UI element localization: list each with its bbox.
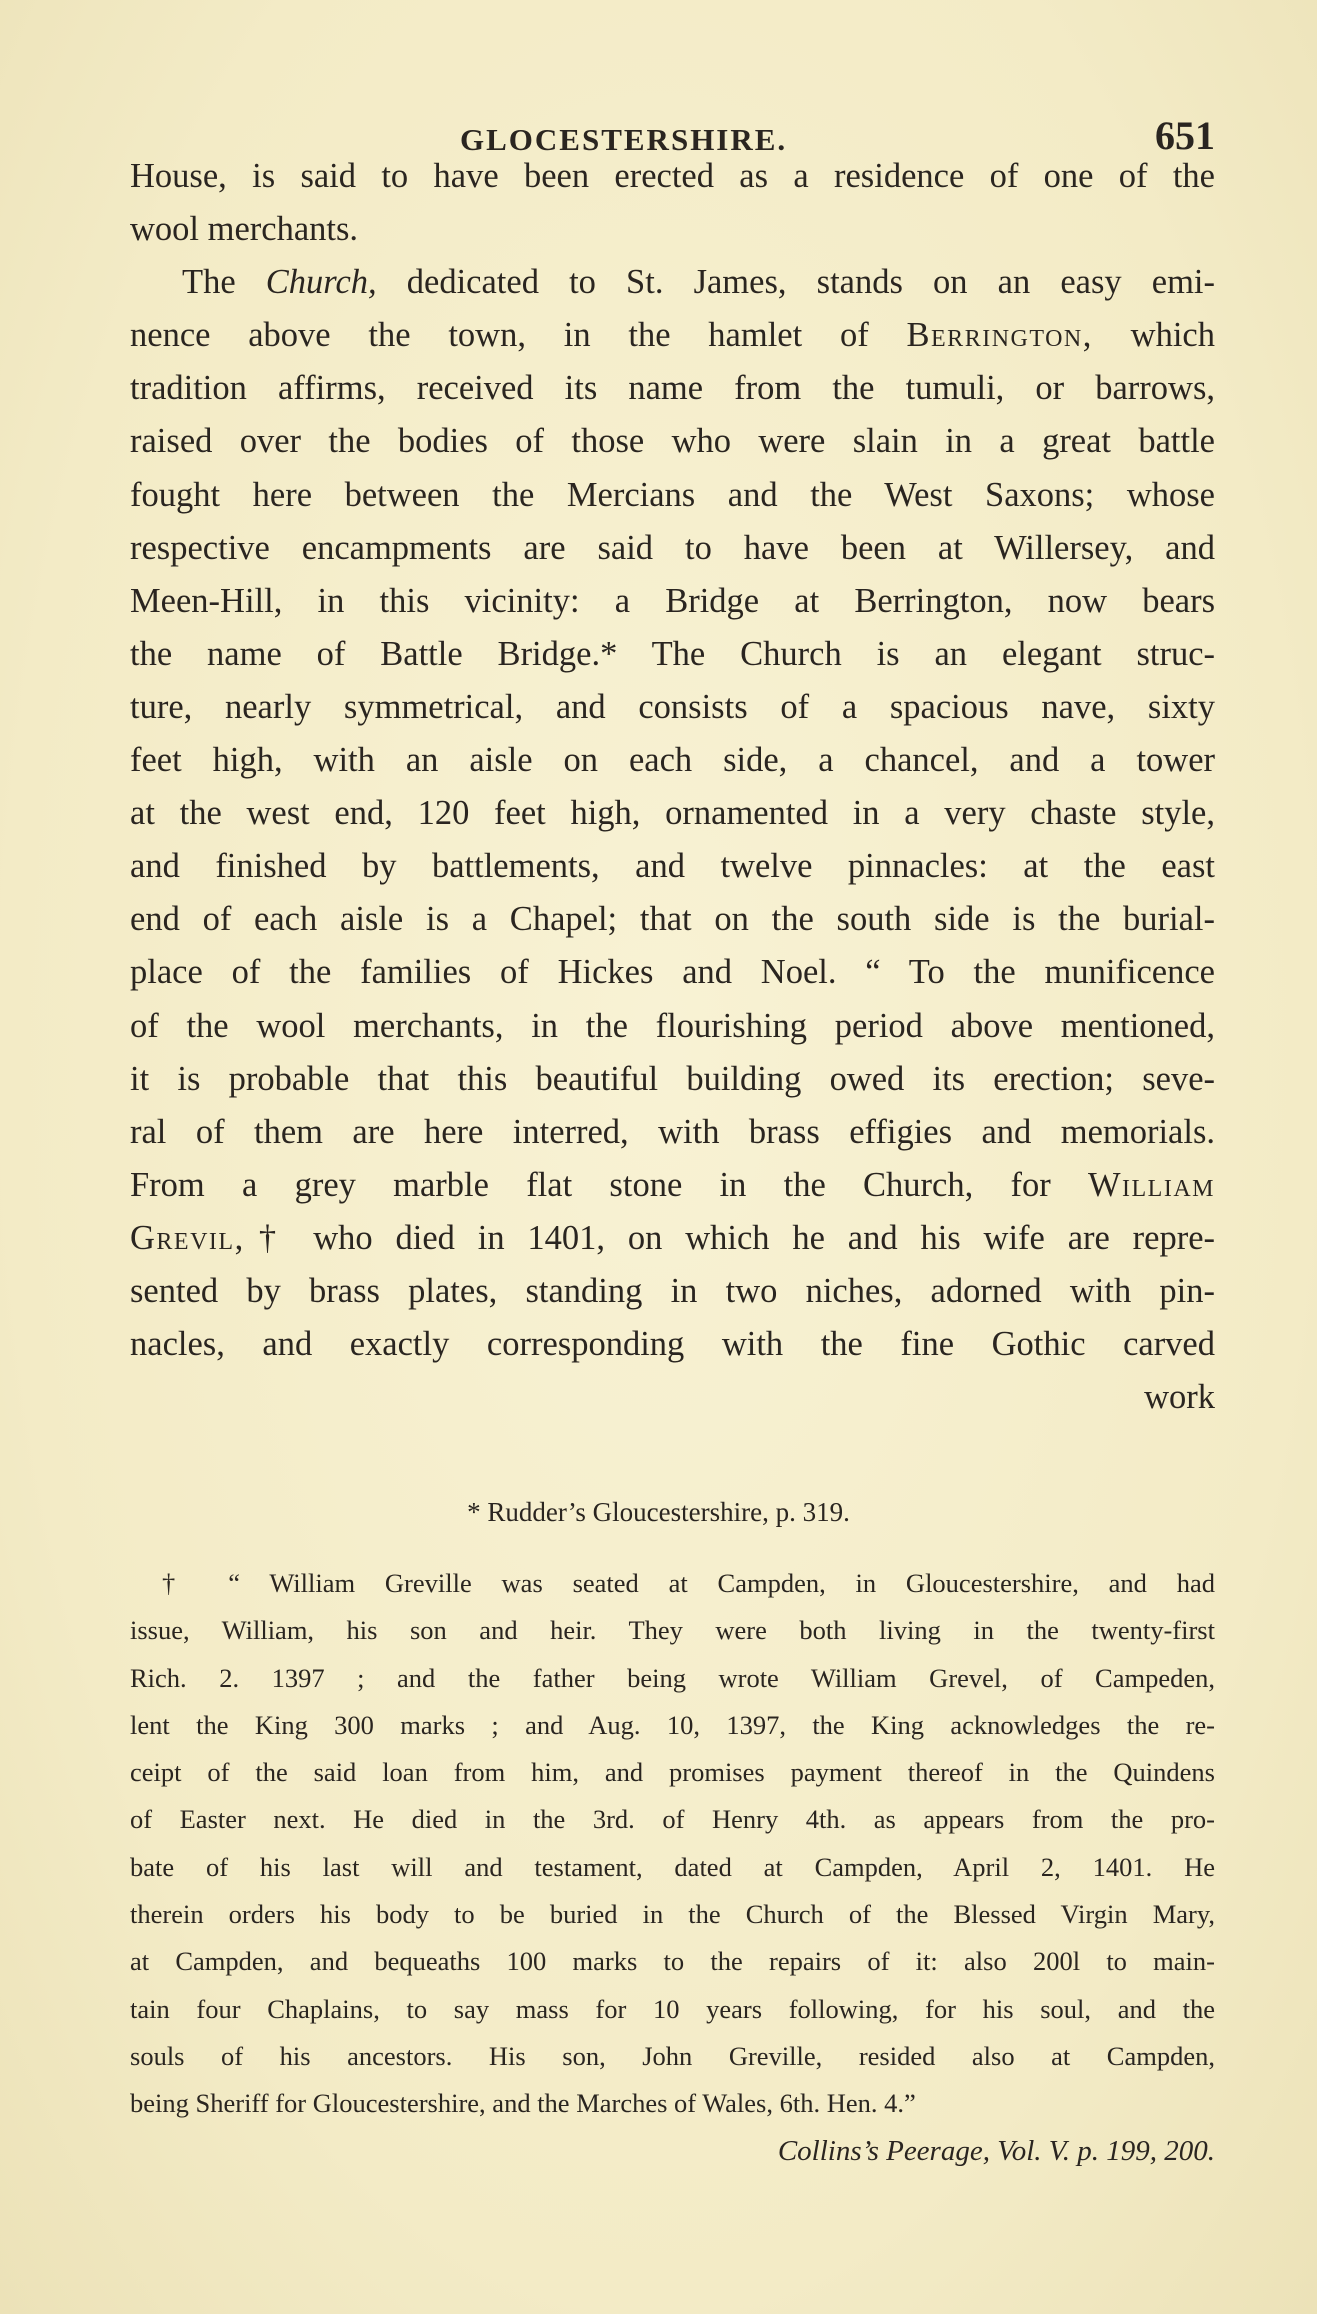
text-segment: nence above the town, in the hamlet of (130, 316, 907, 355)
body-line (130, 1000, 1215, 1053)
footnote-line: Rich. 2. 1397 ; and the father being wrote William Grevel, of Campeden, (130, 1662, 1215, 1693)
footnote-line: tain four Chaplains, to say mass for 10 years following, for his soul, and the (130, 1993, 1215, 2024)
small-caps-text: William (1087, 1165, 1215, 1204)
body-line (130, 522, 1215, 575)
body-line (130, 893, 1215, 946)
text-segment: nacles, and exactly corresponding with the fine Gothic carved (130, 1325, 1215, 1364)
text-segment: raised over the bodies of those who were slain in a great battle (130, 422, 1215, 461)
body-line (130, 256, 1215, 309)
small-caps-text: Berrington, (906, 316, 1093, 355)
text-segment: tradition affirms, received its name from the tumuli, or barrows, (130, 369, 1215, 408)
body-line (130, 203, 1215, 256)
text-segment: † who died in 1401, on which he and his wife are repre- (244, 1218, 1215, 1257)
text-segment: work (1144, 1378, 1215, 1417)
text-segment: The (182, 263, 266, 302)
text-segment: of the wool merchants, in the flourishing period above mentioned, (130, 1006, 1215, 1045)
text-segment: fought here between the Mercians and the West Saxons; whose (130, 475, 1215, 514)
body-line (130, 362, 1215, 415)
body-line (130, 575, 1215, 628)
text-segment: it is probable that this beautiful building owed its erection; seve- (130, 1059, 1215, 1098)
body-line (130, 681, 1215, 734)
text-segment: which (1092, 316, 1215, 355)
text-segment: dedicated to St. James, stands on an easy emi- (376, 263, 1215, 302)
footnote-line: issue, William, his son and heir. They were both living in the twenty-first (130, 1615, 1215, 1646)
footnote-citation: Collins’s Peerage, Vol. V. p. 199, 200. (777, 2134, 1215, 2167)
text-segment: feet high, with an aisle on each side, a chancel, and a tower (130, 741, 1215, 780)
body-line (130, 1318, 1215, 1371)
text-segment: From a grey marble flat stone in the Church, for (130, 1165, 1088, 1204)
body-line (130, 1371, 1215, 1424)
italic-text: Church, (265, 263, 377, 302)
text-segment: the name of Battle Bridge.* The Church is an elegant struc- (130, 634, 1215, 673)
page-number: 651 (1155, 113, 1215, 158)
body-line (130, 628, 1215, 681)
text-segment: House, is said to have been erected as a residence of one of the (130, 157, 1215, 195)
text-segment: end of each aisle is a Chapel; that on the south side is the burial- (130, 900, 1215, 939)
running-title: GLOCESTERSHIRE. (460, 122, 788, 157)
text-segment: ral of them are here interred, with brass effigies and memorials. (130, 1112, 1215, 1151)
text-segment: ture, nearly symmetrical, and consists of a spacious nave, sixty (130, 687, 1215, 726)
body-line (130, 1053, 1215, 1106)
footnote-line: therein orders his body to be buried in the Church of the Blessed Virgin Mary, (130, 1899, 1215, 1930)
footnote-line: ceipt of the said loan from him, and promises payment thereof in the Quindens (130, 1757, 1215, 1788)
body-line (130, 150, 1215, 203)
body-line (130, 734, 1215, 787)
body-line (130, 1265, 1215, 1318)
footnote-line: bate of his last will and testament, dated at Campden, April 2, 1401. He (130, 1851, 1215, 1882)
text-segment: wool merchants. (130, 210, 359, 249)
body-line (130, 469, 1215, 522)
small-caps-text: Grevil, (130, 1218, 245, 1257)
body-text (130, 150, 1215, 1424)
text-segment: and finished by battlements, and twelve pinnacles: at the east (130, 847, 1215, 886)
text-segment: at the west end, 120 feet high, ornamented in a very chaste style, (130, 794, 1215, 833)
body-line (130, 1212, 1215, 1265)
body-line (130, 1159, 1215, 1212)
body-line (130, 415, 1215, 468)
text-segment: respective encampments are said to have been at Willersey, and (130, 528, 1215, 567)
footnote-greville (130, 1560, 1215, 2175)
body-line (130, 1106, 1215, 1159)
footnote-rudder: * Rudder’s Gloucestershire, p. 319. (467, 1497, 850, 1527)
body-line (130, 309, 1215, 362)
footnote-line: being Sheriff for Gloucestershire, and the Marches of Wales, 6th. Hen. 4.” (130, 2088, 916, 2119)
footnote-line: souls of his ancestors. His son, John Greville, resided also at Campden, (130, 2040, 1215, 2071)
body-line (130, 840, 1215, 893)
text-segment: place of the families of Hickes and Noel. “ To the munificence (130, 953, 1215, 992)
text-segment: sented by brass plates, standing in two niches, adorned with pin- (130, 1271, 1215, 1310)
body-line (130, 787, 1215, 840)
footnote-line: at Campden, and bequeaths 100 marks to the repairs of it: also 200l to main- (130, 1946, 1215, 1977)
body-line (130, 946, 1215, 999)
text-segment: Meen-Hill, in this vicinity: a Bridge at Berrington, now bears (130, 581, 1215, 620)
footnote-line: of Easter next. He died in the 3rd. of Henry 4th. as appears from the pro- (130, 1804, 1215, 1835)
footnote-line: † “ William Greville was seated at Campden, in Gloucestershire, and had (162, 1568, 1215, 1598)
footnote-line: lent the King 300 marks ; and Aug. 10, 1397, the King acknowledges the re- (130, 1709, 1215, 1740)
